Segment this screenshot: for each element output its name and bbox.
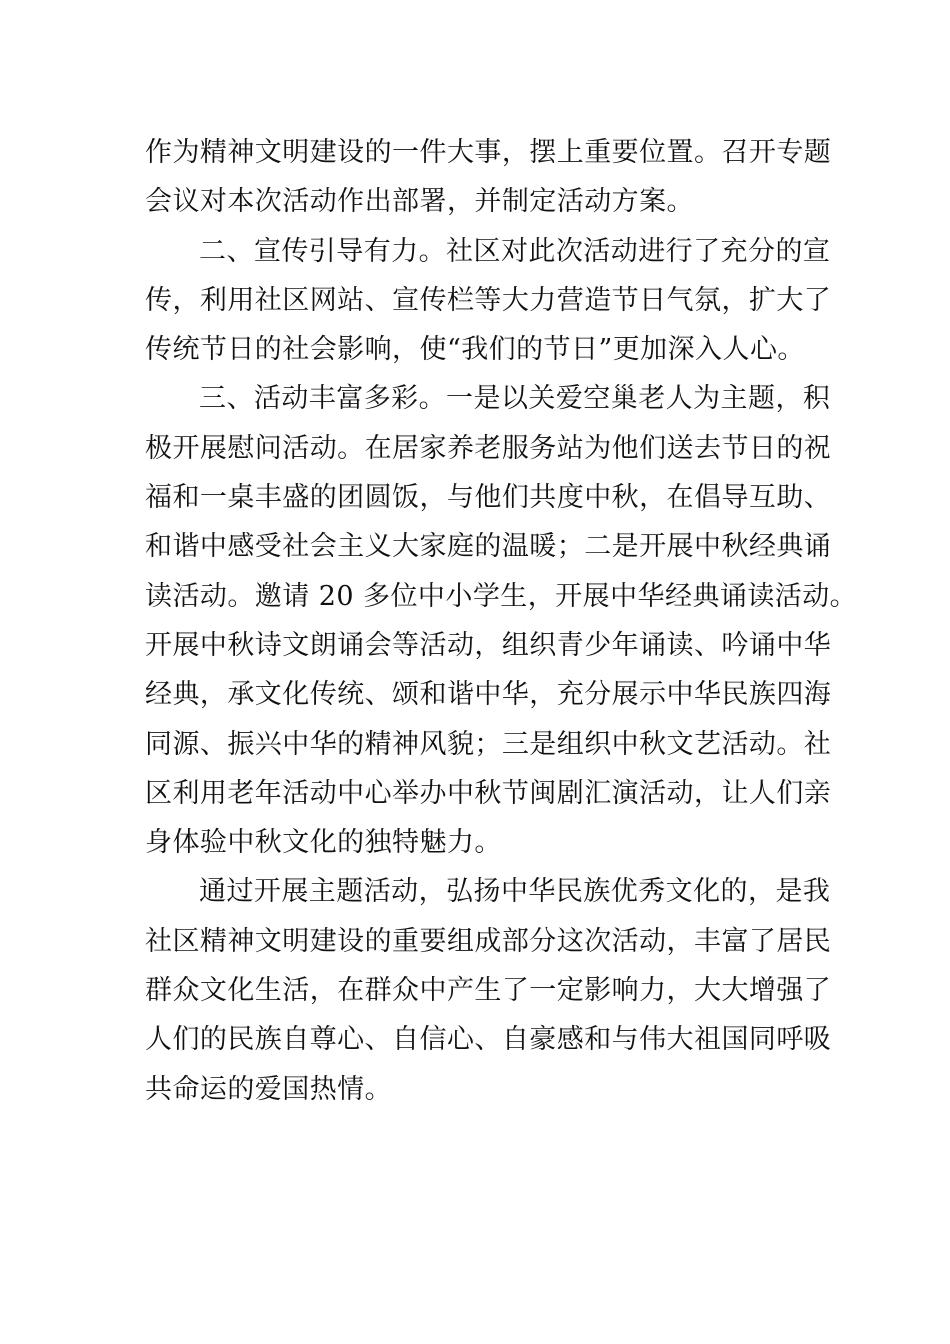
text-line: 区利用老年活动中心举办中秋节闽剧汇演活动，让人们亲 [145, 777, 832, 809]
text-line: 社区精神文明建设的重要组成部分这次活动，丰富了居民 [145, 925, 832, 957]
text-line: 作为精神文明建设的一件大事，摆上重要位置。召开专题 [145, 137, 832, 168]
text-line: 和谐中感受社会主义大家庭的温暖；二是开展中秋经典诵 [145, 531, 832, 563]
text-line: 同源、振兴中华的精神风貌；三是组织中秋文艺活动。社 [145, 728, 832, 760]
text-line: 身体验中秋文化的独特魅力。 [145, 827, 502, 859]
text-line: 读活动。邀请 20 多位中小学生，开展中华经典诵读活动。 [145, 580, 858, 612]
text-line: 会议对本次活动作出部署，并制定活动方案。 [145, 186, 694, 218]
document-body [145, 128, 858, 1114]
paragraph-start-line: 三、活动丰富多彩。一是以关爱空巢老人为主题，积 [199, 383, 831, 415]
text-line: 传统节日的社会影响，使“我们的节日”更加深入人心。 [145, 334, 805, 366]
paragraph-start-line: 二、宣传引导有力。社区对此次活动进行了充分的宣 [199, 235, 831, 267]
text-line: 开展中秋诗文朗诵会等活动，组织青少年诵读、吟诵中华 [145, 629, 832, 661]
text-line: 人们的民族自尊心、自信心、自豪感和与伟大祖国同呼吸 [145, 1024, 832, 1056]
text-line: 极开展慰问活动。在居家养老服务站为他们送去节日的祝 [145, 432, 832, 464]
paragraph-start-line: 通过开展主题活动，弘扬中华民族优秀文化的，是我 [199, 876, 831, 908]
text-line: 传，利用社区网站、宣传栏等大力营造节日气氛，扩大了 [145, 284, 832, 316]
text-line: 群众文化生活，在群众中产生了一定影响力，大大增强了 [145, 975, 832, 1007]
text-line: 经典，承文化传统、颂和谐中华，充分展示中华民族四海 [145, 679, 832, 711]
text-line: 共命运的爱国热情。 [145, 1073, 393, 1105]
text-line: 福和一桌丰盛的团圆饭，与他们共度中秋，在倡导互助、 [145, 482, 832, 514]
